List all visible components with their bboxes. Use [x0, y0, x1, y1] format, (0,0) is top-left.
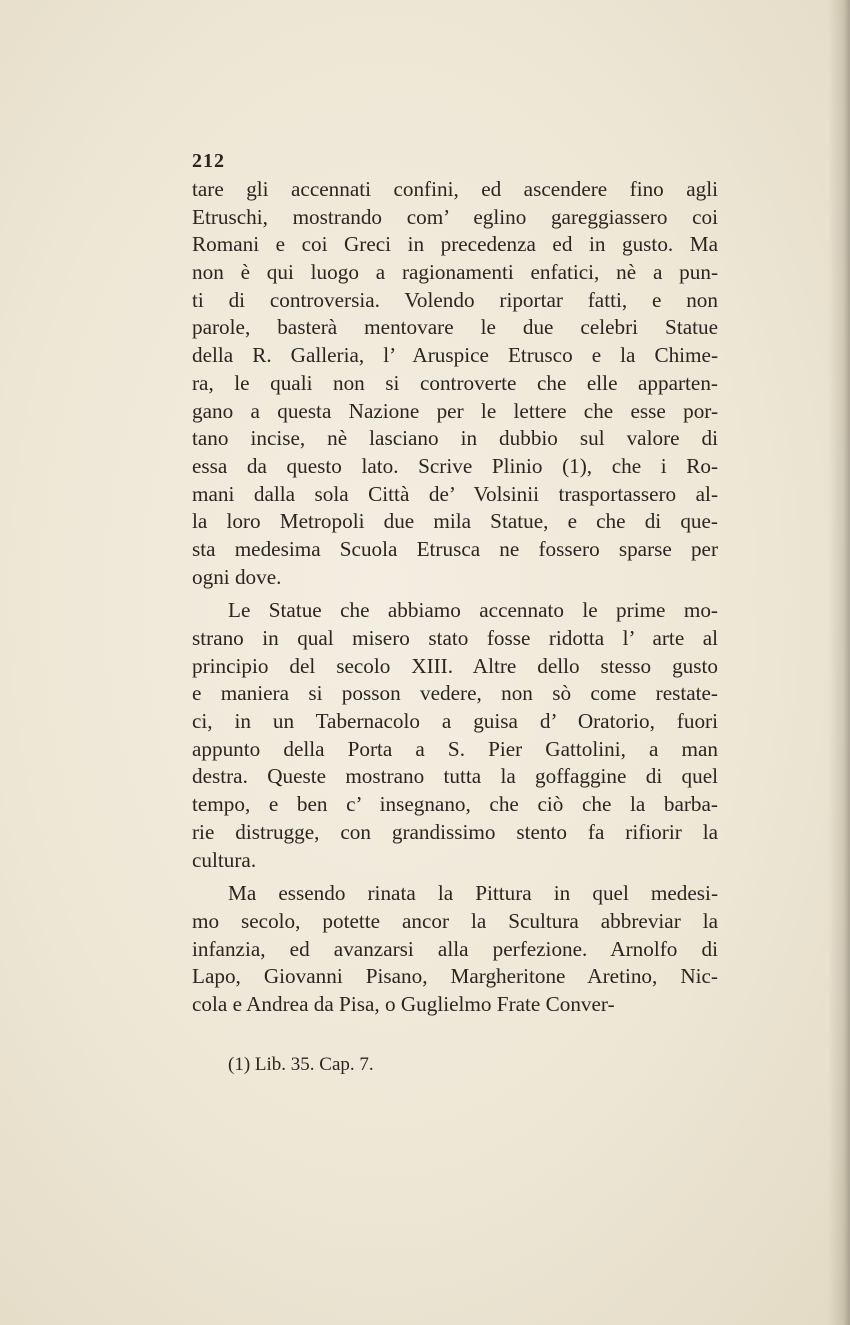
text-line: essa da questo lato. Scrive Plinio (1), che i Ro-: [192, 453, 718, 478]
text-line: parole, basterà mentovare le due celebri Statue: [192, 315, 718, 340]
text-line: Romani e coi Greci in precedenza ed in gusto. Ma: [192, 232, 718, 257]
text-line: destra. Queste mostrano tutta la goffaggine di quel: [192, 764, 718, 789]
text-line: sta medesima Scuola Etrusca ne fossero sparse per: [192, 536, 718, 561]
text-line: mo secolo, potette ancor la Scultura abbreviar la: [192, 908, 718, 933]
text-line: tano incise, nè lasciano in dubbio sul valore di: [192, 426, 718, 451]
body-text: [192, 176, 718, 1019]
text-line: strano in qual misero stato fosse ridotta l’ arte al: [192, 626, 718, 650]
text-line: non è qui luogo a ragionamenti enfatici, nè a pun-: [192, 260, 718, 285]
text-line: appunto della Porta a S. Pier Gattolini, a man: [192, 736, 718, 761]
page-number: 212: [192, 150, 225, 172]
footnote: (1) Lib. 35. Cap. 7.: [228, 1054, 374, 1075]
text-line: la loro Metropoli due mila Statue, e che di que-: [192, 509, 718, 534]
paragraph: [192, 880, 718, 1018]
paragraph: [192, 597, 718, 874]
text-line: della R. Galleria, l’ Aruspice Etrusco e la Chime-: [192, 343, 718, 368]
text-line: ti di controversia. Volendo riportar fatti, e non: [192, 287, 718, 312]
text-line: ci, in un Tabernacolo a guisa d’ Oratorio, fuori: [192, 709, 718, 734]
text-line: principio del secolo XIII. Altre dello stesso gusto: [192, 653, 718, 678]
text-line: gano a questa Nazione per le lettere che esse por-: [192, 398, 718, 423]
text-line: Lapo, Giovanni Pisano, Margheritone Aretino, Nic-: [192, 964, 718, 989]
text-line: Ma essendo rinata la Pittura in quel medesi-: [228, 881, 718, 906]
text-line: ra, le quali non si controverte che elle apparten-: [192, 370, 718, 395]
text-line: Le Statue che abbiamo accennato le prime mo-: [228, 598, 718, 623]
text-line: mani dalla sola Città de’ Volsinii trasportassero al-: [192, 481, 718, 506]
paragraph: [192, 176, 718, 591]
text-line: tare gli accennati confini, ed ascendere fino agli: [192, 177, 718, 201]
text-line: ogni dove.: [192, 564, 282, 589]
text-line: tempo, e ben c’ insegnano, che ciò che la barba-: [192, 792, 718, 817]
text-line: rie distrugge, con grandissimo stento fa rifiorir la: [192, 819, 718, 844]
text-block: [192, 146, 718, 1019]
text-line: infanzia, ed avanzarsi alla perfezione. Arnolfo di: [192, 936, 718, 961]
text-line: Etruschi, mostrando com’ eglino gareggiassero coi: [192, 204, 718, 229]
text-line: cola e Andrea da Pisa, o Guglielmo Frate Conver-: [192, 991, 615, 1016]
text-line: cultura.: [192, 847, 257, 872]
text-line: e maniera si posson vedere, non sò come restate-: [192, 681, 718, 706]
